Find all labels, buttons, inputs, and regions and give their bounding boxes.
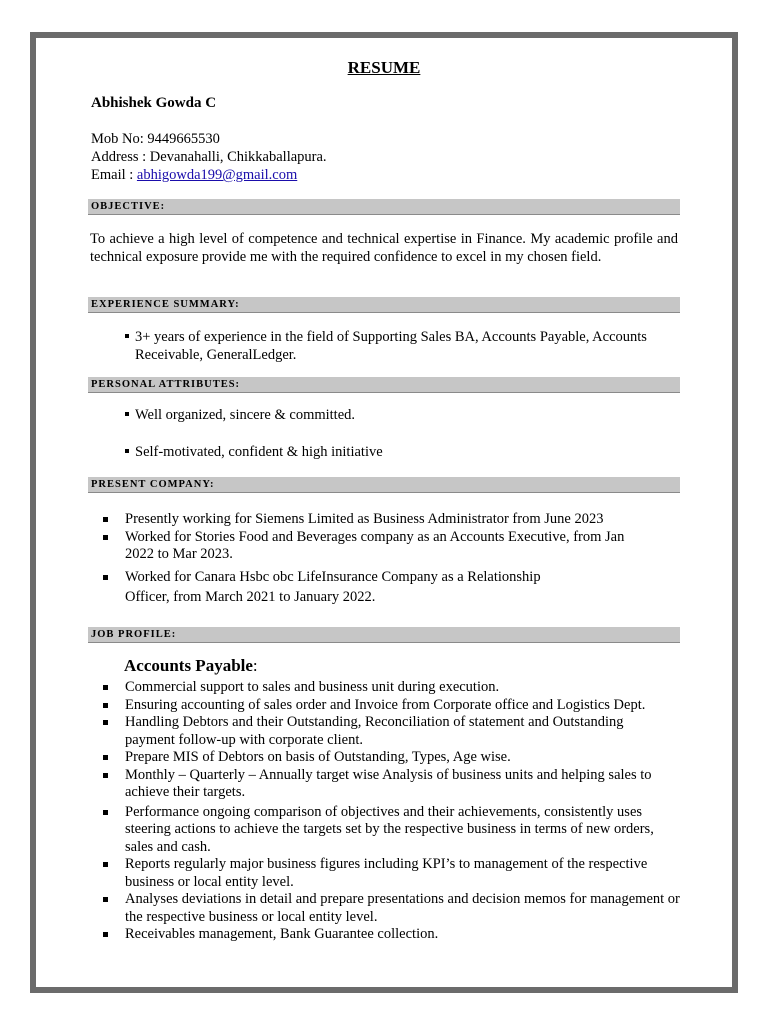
list-item: Analyses deviations in detail and prepare presentations and decision memos for management or the respective business or local entity level. bbox=[103, 891, 683, 926]
bullet-icon bbox=[103, 773, 108, 778]
email-link[interactable]: abhigowda199@gmail.com bbox=[136, 167, 298, 183]
list-item: Performance ongoing comparison of objectives and their achievements, consistently uses steering actions to achieve the targets set by the respective business in terms of new orders, sales and cash. bbox=[103, 804, 683, 857]
present-company-list bbox=[103, 511, 683, 607]
list-item: Self-motivated, confident & high initiative bbox=[125, 443, 670, 461]
candidate-name: Abhishek Gowda C bbox=[91, 95, 217, 111]
resume-title: RESUME bbox=[347, 58, 421, 77]
experience-summary-heading: EXPERIENCE SUMMARY: bbox=[88, 297, 680, 313]
email-line bbox=[91, 166, 327, 184]
personal-attributes-heading: PERSONAL ATTRIBUTES: bbox=[88, 377, 680, 393]
list-item: Monthly – Quarterly – Annually target wise Analysis of business units and helping sales to achieve their targets. bbox=[103, 767, 683, 802]
bullet-icon bbox=[103, 862, 108, 867]
bullet-icon bbox=[103, 517, 108, 522]
job-profile-list bbox=[103, 679, 683, 944]
bullet-icon bbox=[125, 412, 129, 416]
list-item: Worked for Canara Hsbc obc LifeInsurance Company as a Relationship bbox=[103, 569, 683, 587]
bullet-icon bbox=[125, 449, 129, 453]
bullet-icon bbox=[103, 755, 108, 760]
bullet-icon bbox=[103, 810, 108, 815]
list-item: Prepare MIS of Debtors on basis of Outstanding, Types, Age wise. bbox=[103, 749, 683, 767]
bullet-icon bbox=[103, 685, 108, 690]
bullet-icon bbox=[103, 897, 108, 902]
list-item: Reports regularly major business figures including KPI’s to management of the respective business or local entity level. bbox=[103, 856, 683, 891]
list-item: Presently working for Siemens Limited as Business Administrator from June 2023 bbox=[103, 511, 683, 529]
mobile-number: Mob No: 9449665530 bbox=[91, 131, 220, 147]
address: Address : Devanahalli, Chikkaballapura. bbox=[91, 149, 327, 165]
email-label: Email : bbox=[91, 167, 137, 183]
bullet-icon bbox=[103, 535, 108, 540]
bullet-icon bbox=[103, 575, 108, 580]
list-item: Worked for Stories Food and Beverages company as an Accounts Executive, from Jan 2022 to Mar 2023. bbox=[103, 529, 650, 564]
present-company-heading: PRESENT COMPANY: bbox=[88, 477, 680, 493]
contact-block bbox=[91, 130, 327, 184]
bullet-icon bbox=[103, 932, 108, 937]
experience-summary-list bbox=[125, 328, 670, 364]
accounts-payable-heading: Accounts Payable: bbox=[124, 656, 258, 675]
list-item-continuation: Officer, from March 2021 to January 2022. bbox=[125, 589, 376, 605]
job-profile-heading: JOB PROFILE: bbox=[88, 627, 680, 643]
list-item: Handling Debtors and their Outstanding, Reconciliation of statement and Outstanding payment follow-up with corporate client. bbox=[103, 714, 657, 749]
list-item: Ensuring accounting of sales order and Invoice from Corporate office and Logistics Dept. bbox=[103, 697, 683, 715]
list-item: 3+ years of experience in the field of Supporting Sales BA, Accounts Payable, Accounts Receivable, GeneralLedger. bbox=[125, 328, 670, 364]
bullet-icon bbox=[125, 334, 129, 338]
list-item: Commercial support to sales and business unit during execution. bbox=[103, 679, 683, 697]
list-item: Receivables management, Bank Guarantee collection. bbox=[103, 926, 683, 944]
bullet-icon bbox=[103, 703, 108, 708]
objective-text: To achieve a high level of competence and technical expertise in Finance. My academic profile and technical exposure provide me with the required confidence to excel in my chosen field. bbox=[90, 231, 678, 265]
bullet-icon bbox=[103, 720, 108, 725]
list-item: Well organized, sincere & committed. bbox=[125, 406, 670, 424]
personal-attributes-list bbox=[125, 406, 670, 461]
objective-heading: OBJECTIVE: bbox=[88, 199, 680, 215]
